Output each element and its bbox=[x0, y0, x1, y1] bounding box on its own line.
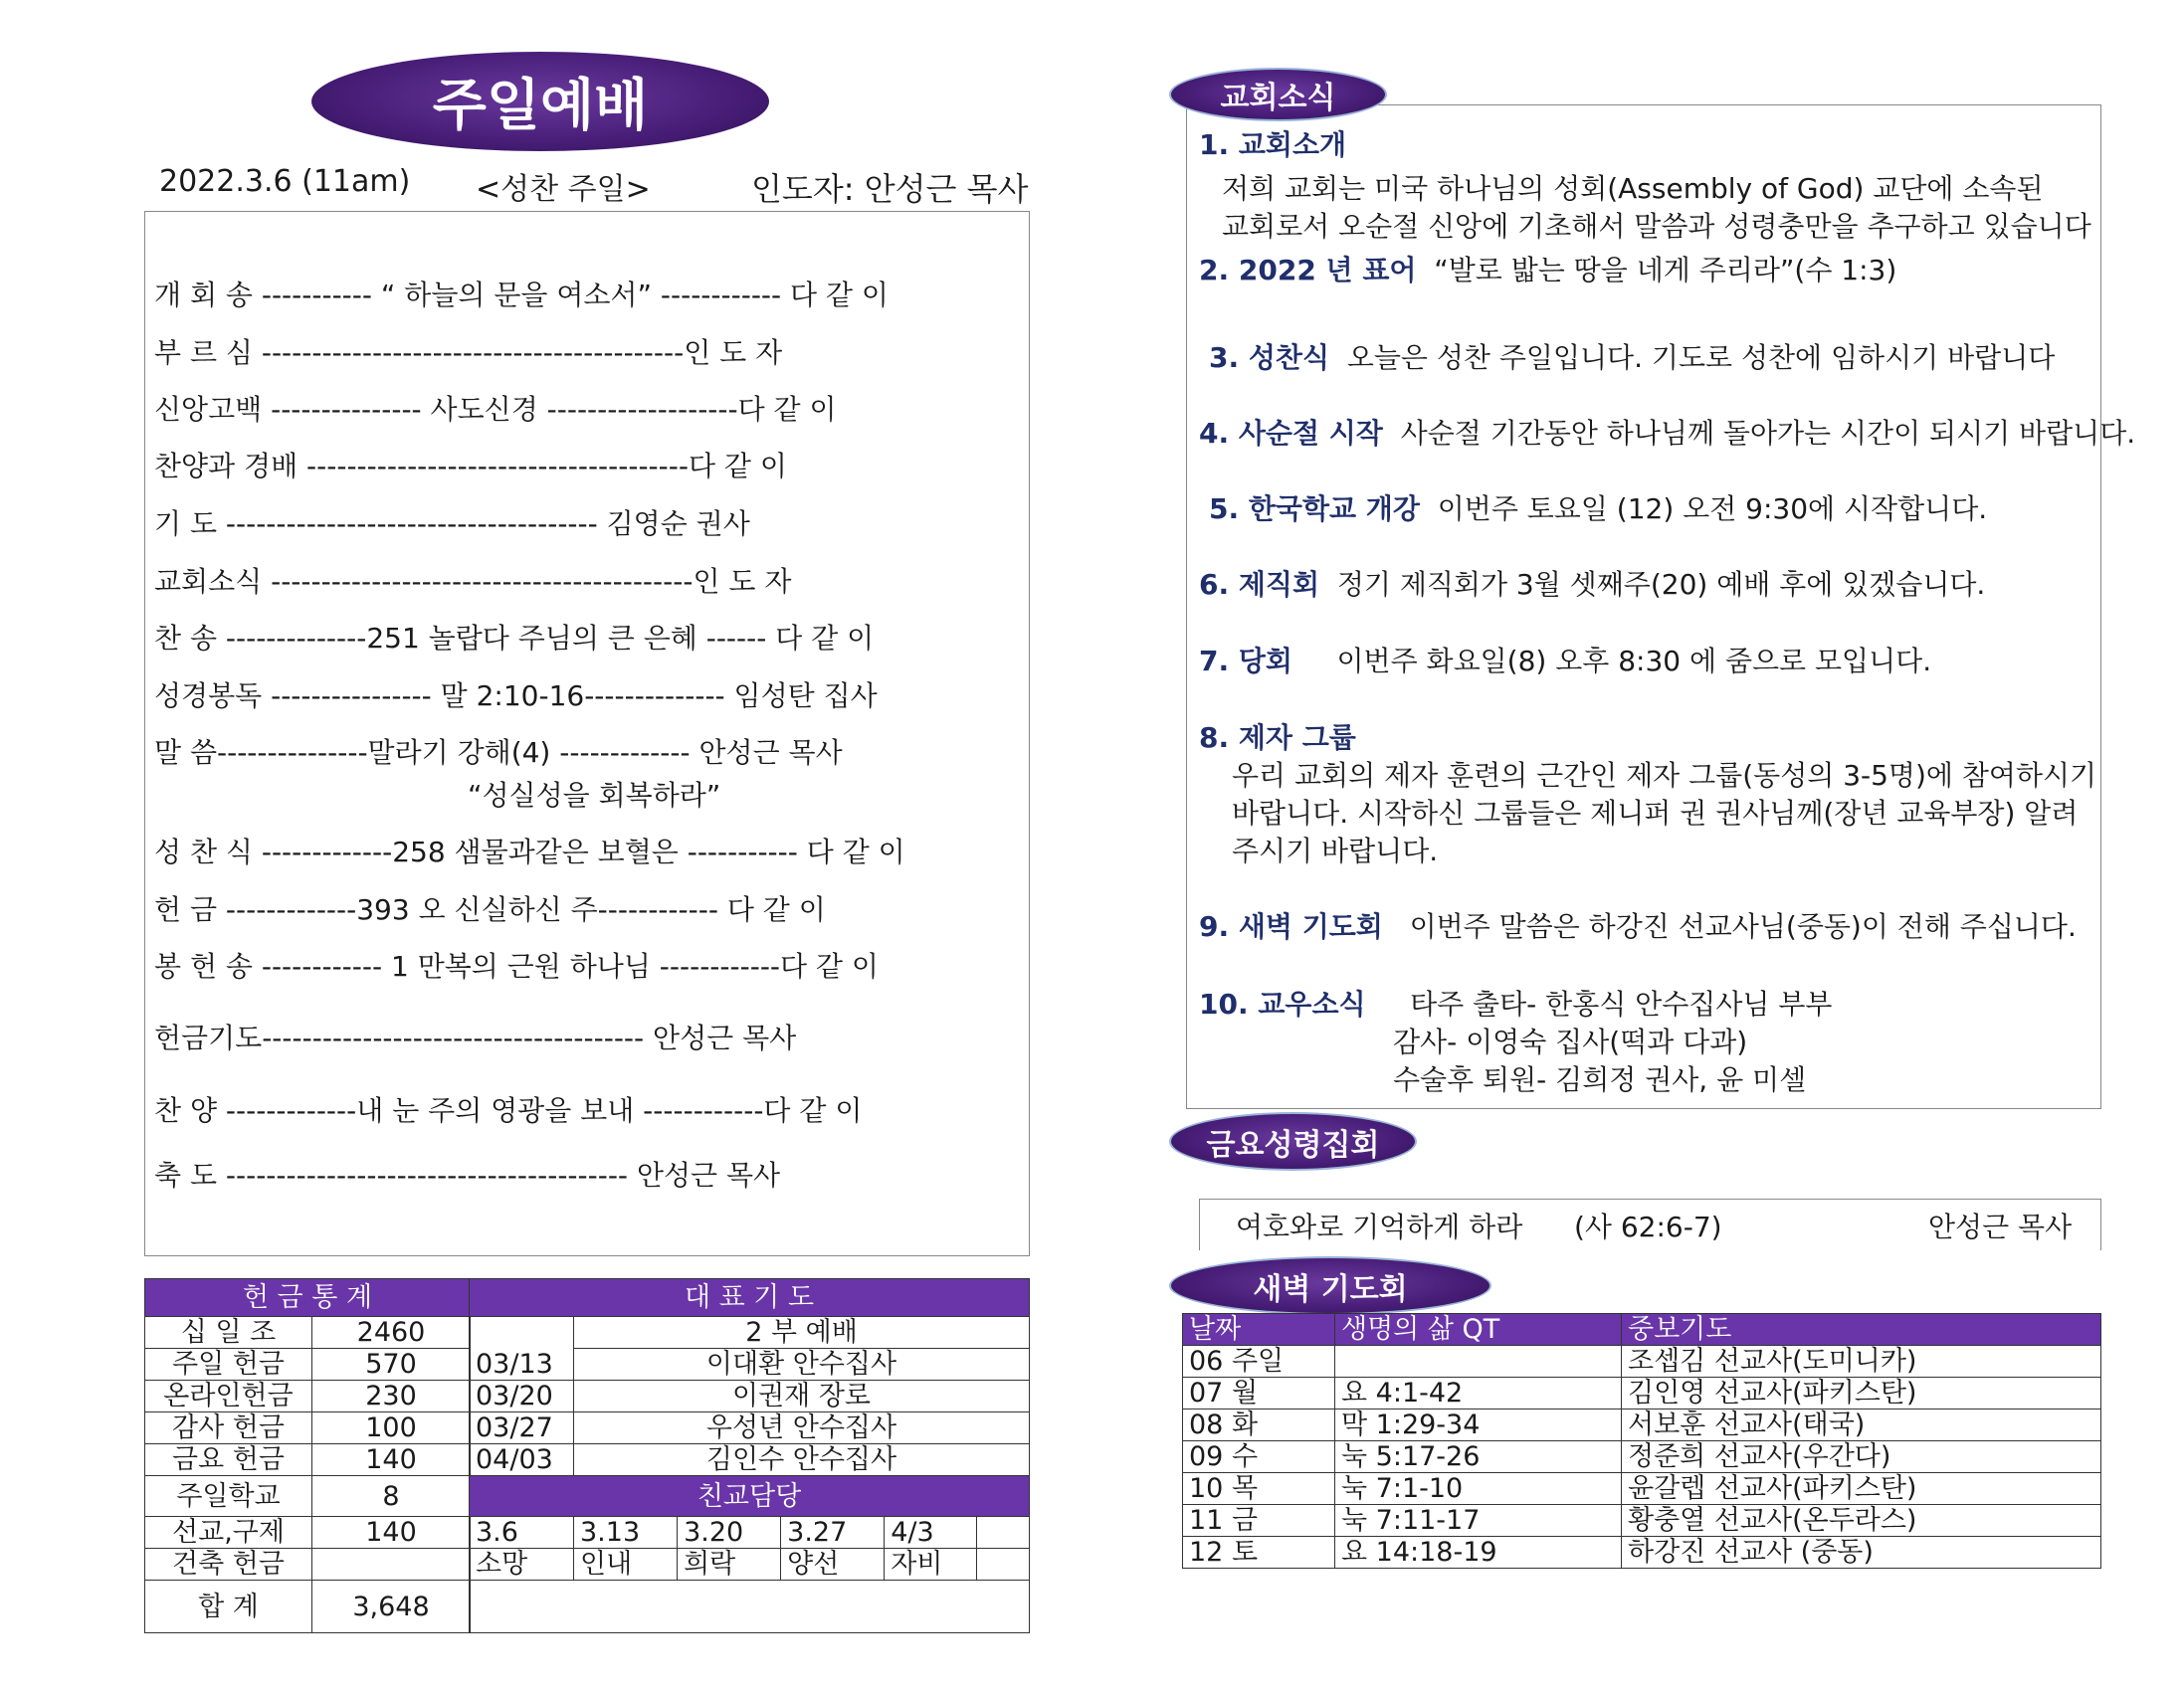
order-item: 개 회 송 ----------- “ 하늘의 문을 여소서” ------------ 다 같 이 bbox=[154, 279, 889, 311]
table-row: 08 화 막 1:29-34 서보훈 선교사(태국) bbox=[1183, 1409, 2101, 1441]
table-header-row: 날짜 생명의 삶 QT 중보기도 bbox=[1183, 1314, 2101, 1346]
table-row: 건축 헌금 bbox=[145, 1549, 471, 1581]
news-item: 8. 제자 그룹 bbox=[1199, 721, 1356, 754]
news-item: 7. 당회 이번주 화요일(8) 오후 8:30 에 줌으로 모입니다. bbox=[1199, 645, 1932, 677]
order-item: 찬양과 경배 --------------------------------------다 같 이 bbox=[154, 450, 787, 482]
table-row: 03/27 우성년 안수집사 bbox=[470, 1412, 1030, 1444]
prayer-table bbox=[469, 1278, 1030, 1633]
news-item: 5. 한국학교 개강 이번주 토요일 (12) 오전 9:30에 시작합니다. bbox=[1209, 492, 1988, 525]
friday-header: 금요성령집회 bbox=[1206, 1127, 1380, 1163]
table-row: 07 월 요 4:1-42 김인영 선교사(파키스탄) bbox=[1183, 1378, 2101, 1409]
worship-title-banner bbox=[311, 52, 769, 151]
news-item: 10. 교우소식 타주 출타- 한홍식 안수집사님 부부 bbox=[1199, 988, 1833, 1021]
service-date: 2022.3.6 (11am) bbox=[159, 164, 411, 199]
table-row: 주일 헌금 570 bbox=[145, 1349, 471, 1381]
news-header: 교회소식 bbox=[1220, 81, 1336, 115]
table-row: 선교,구제 140 bbox=[145, 1517, 471, 1549]
sermon-subtitle: “성실성을 회복하라” bbox=[468, 779, 721, 812]
news-header-banner bbox=[1169, 68, 1387, 121]
news-item: 1. 교회소개 bbox=[1199, 128, 1347, 161]
table-row: 10 목 눅 7:1-10 윤갈렙 선교사(파키스탄) bbox=[1183, 1473, 2101, 1505]
order-item: 헌 금 -------------393 오 신실하신 주------------ 다 같 이 bbox=[154, 893, 826, 926]
friday-sermon: 여호와로 기억하게 하라 bbox=[1236, 1211, 1523, 1243]
order-item: 성경봉독 ---------------- 말 2:10-16-------------- 임성탄 집사 bbox=[154, 679, 878, 712]
friday-header-banner bbox=[1169, 1112, 1417, 1171]
order-item: 기 도 ------------------------------------- 김영순 권사 bbox=[154, 507, 750, 540]
service-name: 2 부 예배 bbox=[574, 1317, 1030, 1349]
order-item: 축 도 ---------------------------------------- 안성근 목사 bbox=[154, 1159, 781, 1192]
disciple-line: 우리 교회의 제자 훈련의 근간인 제자 그룹(동성의 3-5명)에 참여하시기 bbox=[1232, 759, 2097, 792]
order-item: 교회소식 ------------------------------------------인 도 자 bbox=[154, 565, 792, 598]
friday-preacher: 안성근 목사 bbox=[1928, 1211, 2073, 1243]
news-item: 4. 사순절 시작 사순절 기간동안 하나님께 돌아가는 시간이 되시기 바랍니다. bbox=[1199, 417, 2136, 450]
divider bbox=[144, 1255, 1030, 1256]
total-row: 합 계 3,648 bbox=[145, 1581, 471, 1633]
friday-verse: (사 62:6-7) bbox=[1574, 1211, 1722, 1243]
table-row: 03/20 이권재 장로 bbox=[470, 1381, 1030, 1412]
service-leader: 인도자: 안성근 목사 bbox=[751, 170, 1029, 208]
disciple-line: 주시기 바랍니다. bbox=[1232, 835, 1439, 867]
disciple-line: 바랍니다. 시작하신 그룹들은 제니퍼 권 권사님께(장년 교육부장) 알려 bbox=[1232, 797, 2079, 830]
table-row: 09 수 눅 5:17-26 정준희 선교사(우간다) bbox=[1183, 1441, 2101, 1473]
table-row: 소망 인내 희락 양선 자비 bbox=[470, 1549, 1030, 1581]
offering-header: 헌 금 통 계 bbox=[145, 1279, 471, 1317]
news-item: 9. 새벽 기도회 이번주 말씀은 하강진 선교사님(중동)이 전해 주십니다. bbox=[1199, 910, 2077, 943]
table-row: 금요 헌금 140 bbox=[145, 1444, 471, 1476]
order-item: 봉 헌 송 ------------ 1 만복의 근원 하나님 ------------다 같 이 bbox=[154, 950, 879, 983]
order-item: 찬 송 --------------251 놀랍다 주님의 큰 은혜 ------ 다 같 이 bbox=[154, 622, 875, 655]
table-row: 04/03 김인수 안수집사 bbox=[470, 1444, 1030, 1476]
member-line: 감사- 이영숙 집사(떡과 다과) bbox=[1393, 1026, 1748, 1058]
table-row: 06 주일 조셉김 선교사(도미니카) bbox=[1183, 1346, 2101, 1378]
news-item: 2. 2022 년 표어 “발로 밟는 땅을 네게 주리라”(수 1:3) bbox=[1199, 254, 1897, 286]
table-row: 12 토 요 14:18-19 하강진 선교사 (중동) bbox=[1183, 1537, 2101, 1569]
offering-table bbox=[144, 1278, 471, 1633]
table-row: 십 일 조 2460 bbox=[145, 1317, 471, 1349]
order-item: 말 씀---------------말라기 강해(4) ------------- 안성근 목사 bbox=[154, 736, 843, 769]
fellowship-header: 친교담당 bbox=[470, 1476, 1030, 1517]
table-row: 03/13 이대환 안수집사 bbox=[470, 1349, 1030, 1381]
dawn-header: 새벽 기도회 bbox=[1253, 1271, 1408, 1307]
table-row: 주일학교 8 bbox=[145, 1476, 471, 1517]
news-item: 6. 제직회 정기 제직회가 3월 셋째주(20) 예배 후에 있겠습니다. bbox=[1199, 568, 1986, 601]
order-item: 부 르 심 ------------------------------------------인 도 자 bbox=[154, 336, 783, 369]
worship-title: 주일예배 bbox=[432, 74, 649, 138]
news-item: 3. 성찬식 오늘은 성찬 주일입니다. 기도로 성찬에 임하시기 바랍니다 bbox=[1209, 341, 2056, 374]
prayer-header: 대 표 기 도 bbox=[470, 1279, 1030, 1317]
table-row: 온라인헌금 230 bbox=[145, 1381, 471, 1412]
news-intro-line: 저희 교회는 미국 하나님의 성회(Assembly of God) 교단에 소속된 bbox=[1222, 172, 2044, 205]
member-line: 수술후 퇴원- 김희정 권사, 윤 미셀 bbox=[1393, 1063, 1807, 1096]
order-item: 찬 양 -------------내 눈 주의 영광을 보내 ------------다 같 이 bbox=[154, 1094, 863, 1127]
order-item: 신앙고백 --------------- 사도신경 -------------------다 같 이 bbox=[154, 393, 837, 426]
order-item: 헌금기도-------------------------------------- 안성근 목사 bbox=[154, 1022, 797, 1054]
service-sunday: <성찬 주일> bbox=[476, 172, 651, 207]
news-intro-line: 교회로서 오순절 신앙에 기초해서 말씀과 성령충만을 추구하고 있습니다 bbox=[1222, 210, 2091, 243]
table-row: 감사 헌금 100 bbox=[145, 1412, 471, 1444]
dawn-table bbox=[1182, 1313, 2101, 1569]
dawn-header-banner bbox=[1169, 1256, 1491, 1315]
table-row: 3.6 3.13 3.20 3.27 4/3 bbox=[470, 1517, 1030, 1549]
order-item: 성 찬 식 -------------258 샘물과같은 보혈은 ----------- 다 같 이 bbox=[154, 836, 905, 868]
table-row: 11 금 눅 7:11-17 황충열 선교사(온두라스) bbox=[1183, 1505, 2101, 1537]
